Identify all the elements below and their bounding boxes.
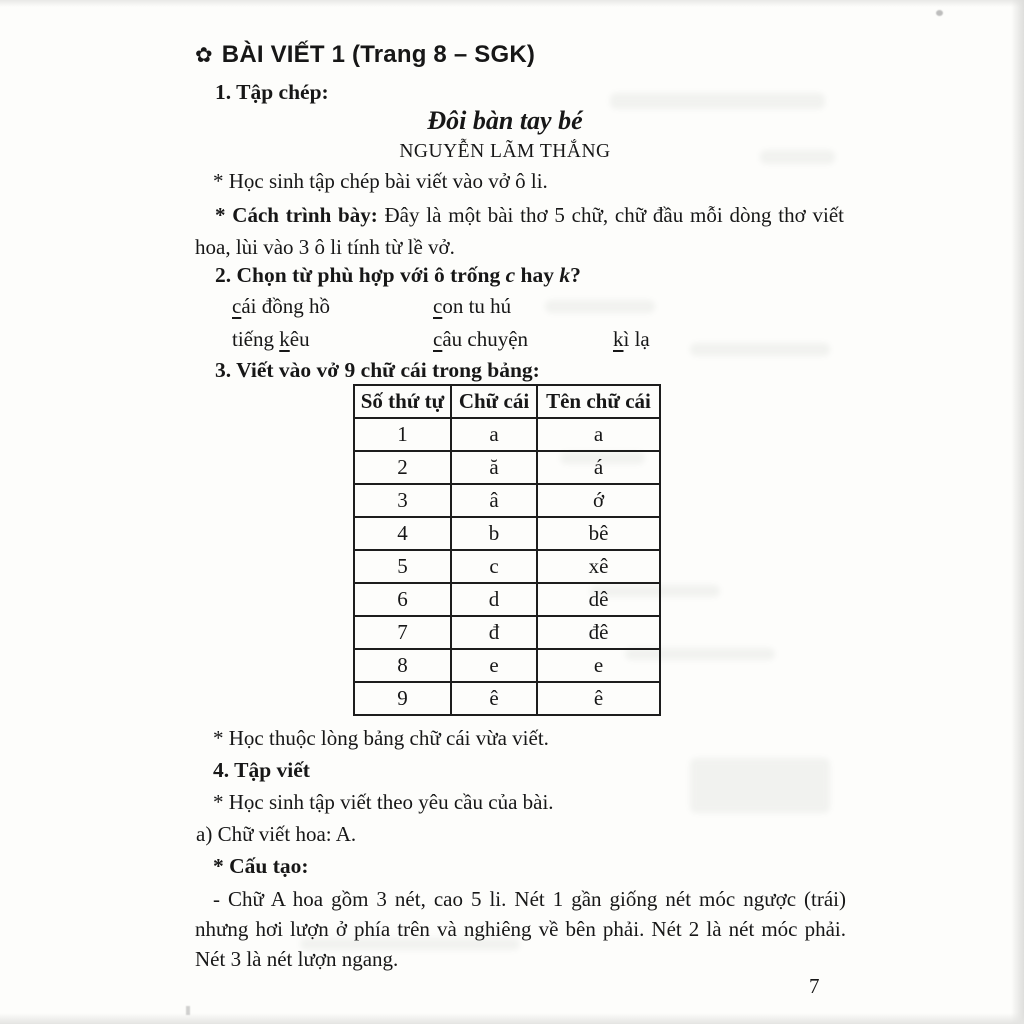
section2-heading [215, 263, 581, 288]
option-c: c [505, 263, 516, 287]
poem-title-box [195, 106, 815, 136]
table-header-cell: Số thứ tự [354, 385, 451, 418]
poem-title: Đôi bàn tay bé [427, 106, 583, 135]
note-memorize: * Học thuộc lòng bảng chữ cái vừa viết. [213, 726, 549, 750]
scan-dot-artifact [936, 10, 943, 16]
presentation-paragraph [195, 199, 844, 263]
table-cell: b [451, 517, 537, 550]
section3-heading: 3. Viết vào vở 9 chữ cái trong bảng: [215, 358, 540, 382]
table-cell: a [537, 418, 660, 451]
table-row [354, 418, 660, 451]
table-cell: á [537, 451, 660, 484]
table-cell: 1 [354, 418, 451, 451]
structure-paragraph: - Chữ A hoa gồm 3 nét, cao 5 li. Nét 1 gần giống nét móc ngược (trái) nhưng hơi lượn ở phía trên và nghiêng về bên phải. Nét 2 là nét móc phải. Nét 3 là nét lượn ngang. [195, 887, 846, 971]
page-edge-right [1011, 0, 1024, 1024]
poem-author: NGUYỄN LÃM THẮNG [399, 141, 611, 162]
section2-heading-prefix: 2. Chọn từ phù hợp với ô trống [215, 263, 506, 287]
word-item: tiếng kêu [232, 327, 310, 351]
section1-heading: 1. Tập chép: [215, 80, 329, 104]
table-row [354, 616, 660, 649]
table-cell: 8 [354, 649, 451, 682]
lesson-title: BÀI VIẾT 1 (Trang 8 – SGK) [221, 41, 536, 68]
table-cell: e [451, 649, 537, 682]
table-cell: â [451, 484, 537, 517]
note-practice: * Học sinh tập viết theo yêu cầu của bài. [213, 790, 554, 814]
table-cell: 6 [354, 583, 451, 616]
presentation-label: * Cách trình bày: [215, 203, 378, 227]
lesson-header [195, 41, 535, 69]
structure-label: * Cấu tạo: [213, 854, 309, 878]
table-row [354, 451, 660, 484]
table-cell: 5 [354, 550, 451, 583]
table-cell: d [451, 583, 537, 616]
table-cell: 3 [354, 484, 451, 517]
word-item: câu chuyện [433, 327, 529, 351]
word-item: con tu hú [433, 294, 512, 318]
table-row [354, 649, 660, 682]
word-item: kì lạ [613, 327, 650, 351]
table-cell: dê [537, 583, 660, 616]
section2-heading-mid: hay [515, 263, 560, 287]
table-cell: ớ [537, 484, 660, 517]
alphabet-table [353, 384, 661, 716]
table-cell: 4 [354, 517, 451, 550]
table-cell: ă [451, 451, 537, 484]
page-edge-top [0, 0, 1024, 7]
table-cell: 9 [354, 682, 451, 715]
section4-heading: 4. Tập viết [213, 758, 310, 782]
table-cell: đê [537, 616, 660, 649]
note-copy: * Học sinh tập chép bài viết vào vở ô li. [213, 169, 548, 193]
table-cell: a [451, 418, 537, 451]
scan-mark-artifact [186, 1006, 190, 1015]
scan-bleed-artifact [690, 758, 830, 813]
table-header-cell: Tên chữ cái [537, 385, 660, 418]
section2-heading-suffix: ? [570, 263, 581, 287]
page-number: 7 [809, 974, 820, 998]
page-edge-bottom [0, 1013, 1024, 1024]
presentation-text: Đây là một bài thơ 5 chữ, chữ đầu mỗi dòng thơ viết hoa, lùi vào 3 ô li tính từ lề vở. [195, 203, 844, 259]
table-cell: ê [451, 682, 537, 715]
table-cell: xê [537, 550, 660, 583]
table-row [354, 682, 660, 715]
scan-bleed-artifact [690, 343, 830, 356]
table-cell: đ [451, 616, 537, 649]
table-row [354, 484, 660, 517]
table-cell: e [537, 649, 660, 682]
table-header-row [354, 385, 660, 418]
table-row [354, 517, 660, 550]
table-header-cell: Chữ cái [451, 385, 537, 418]
table-cell: c [451, 550, 537, 583]
poem-author-box [195, 141, 815, 163]
word-item: cái đồng hồ [232, 294, 330, 318]
item-a: a) Chữ viết hoa: A. [196, 822, 357, 846]
table-cell: 2 [354, 451, 451, 484]
table-cell: ê [537, 682, 660, 715]
flower-bullet-icon: ✿ [195, 44, 213, 67]
option-k: k [559, 263, 571, 287]
table-row [354, 583, 660, 616]
table-row [354, 550, 660, 583]
table-cell: 7 [354, 616, 451, 649]
scan-bleed-artifact [545, 300, 655, 313]
table-cell: bê [537, 517, 660, 550]
